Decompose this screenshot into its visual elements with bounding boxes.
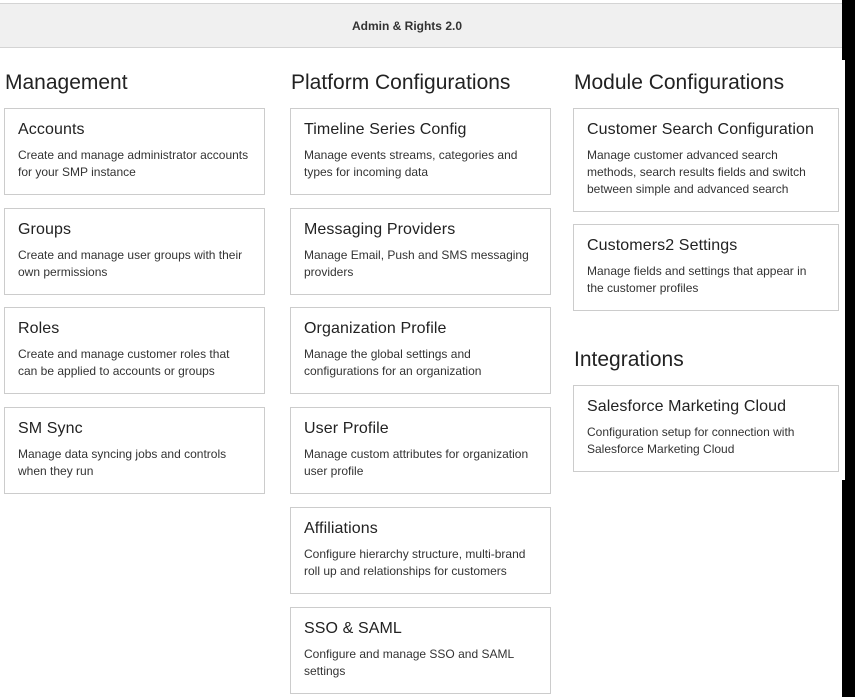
card-groups[interactable] xyxy=(4,208,265,295)
card-title: SM Sync xyxy=(18,420,83,437)
card-description: Manage Email, Push and SMS messaging providers xyxy=(304,248,529,279)
card-title: Customers2 Settings xyxy=(587,237,738,254)
card-title: Salesforce Marketing Cloud xyxy=(587,398,787,415)
section-title-platform-configurations: Platform Configurations xyxy=(291,71,511,94)
section-title-module-configurations: Module Configurations xyxy=(574,71,785,94)
card-salesforce-marketing-cloud[interactable] xyxy=(573,385,839,472)
card-description: Configure hierarchy structure, multi-brand roll up and relationships for customers xyxy=(304,547,526,578)
card-sm-sync[interactable] xyxy=(4,407,265,494)
card-title: Groups xyxy=(18,221,72,238)
card-sso-saml[interactable] xyxy=(290,607,551,694)
card-description: Manage fields and settings that appear in the customer profiles xyxy=(587,264,807,295)
card-timeline-series-config[interactable] xyxy=(290,108,551,195)
card-title: User Profile xyxy=(304,420,389,437)
card-description: Manage customer advanced search methods, search results fields and switch between simple and advanced search xyxy=(587,148,806,196)
card-accounts[interactable] xyxy=(4,108,265,195)
card-affiliations[interactable] xyxy=(290,507,551,594)
app-header xyxy=(0,3,842,48)
card-description: Manage the global settings and configurations for an organization xyxy=(304,347,482,378)
card-customers2-settings[interactable] xyxy=(573,224,839,311)
card-description: Create and manage administrator accounts for your SMP instance xyxy=(18,148,249,179)
card-description: Create and manage customer roles that can be applied to accounts or groups xyxy=(18,347,230,378)
card-organization-profile[interactable] xyxy=(290,307,551,394)
card-roles[interactable] xyxy=(4,307,265,394)
window-edge xyxy=(845,60,855,480)
section-title-management: Management xyxy=(5,71,128,94)
card-title: Messaging Providers xyxy=(304,221,456,238)
card-title: Affiliations xyxy=(304,520,378,537)
card-description: Manage events streams, categories and types for incoming data xyxy=(304,148,518,179)
card-title: Accounts xyxy=(18,121,85,138)
card-title: SSO & SAML xyxy=(304,620,402,637)
card-user-profile[interactable] xyxy=(290,407,551,494)
card-description: Manage custom attributes for organization user profile xyxy=(304,447,529,478)
card-customer-search-configuration[interactable] xyxy=(573,108,839,212)
section-title-integrations: Integrations xyxy=(574,348,684,371)
card-description: Manage data syncing jobs and controls when they run xyxy=(18,447,227,478)
window-edge xyxy=(842,480,855,697)
window-edge xyxy=(842,0,855,60)
card-title: Customer Search Configuration xyxy=(587,121,815,138)
card-title: Roles xyxy=(18,320,60,337)
card-messaging-providers[interactable] xyxy=(290,208,551,295)
page-title: Admin & Rights 2.0 xyxy=(351,18,462,33)
card-description: Create and manage user groups with their own permissions xyxy=(18,248,243,279)
card-description: Configure and manage SSO and SAML settings xyxy=(304,647,514,678)
card-title: Organization Profile xyxy=(304,320,447,337)
card-description: Configuration setup for connection with Salesforce Marketing Cloud xyxy=(587,425,795,456)
card-title: Timeline Series Config xyxy=(304,121,467,138)
